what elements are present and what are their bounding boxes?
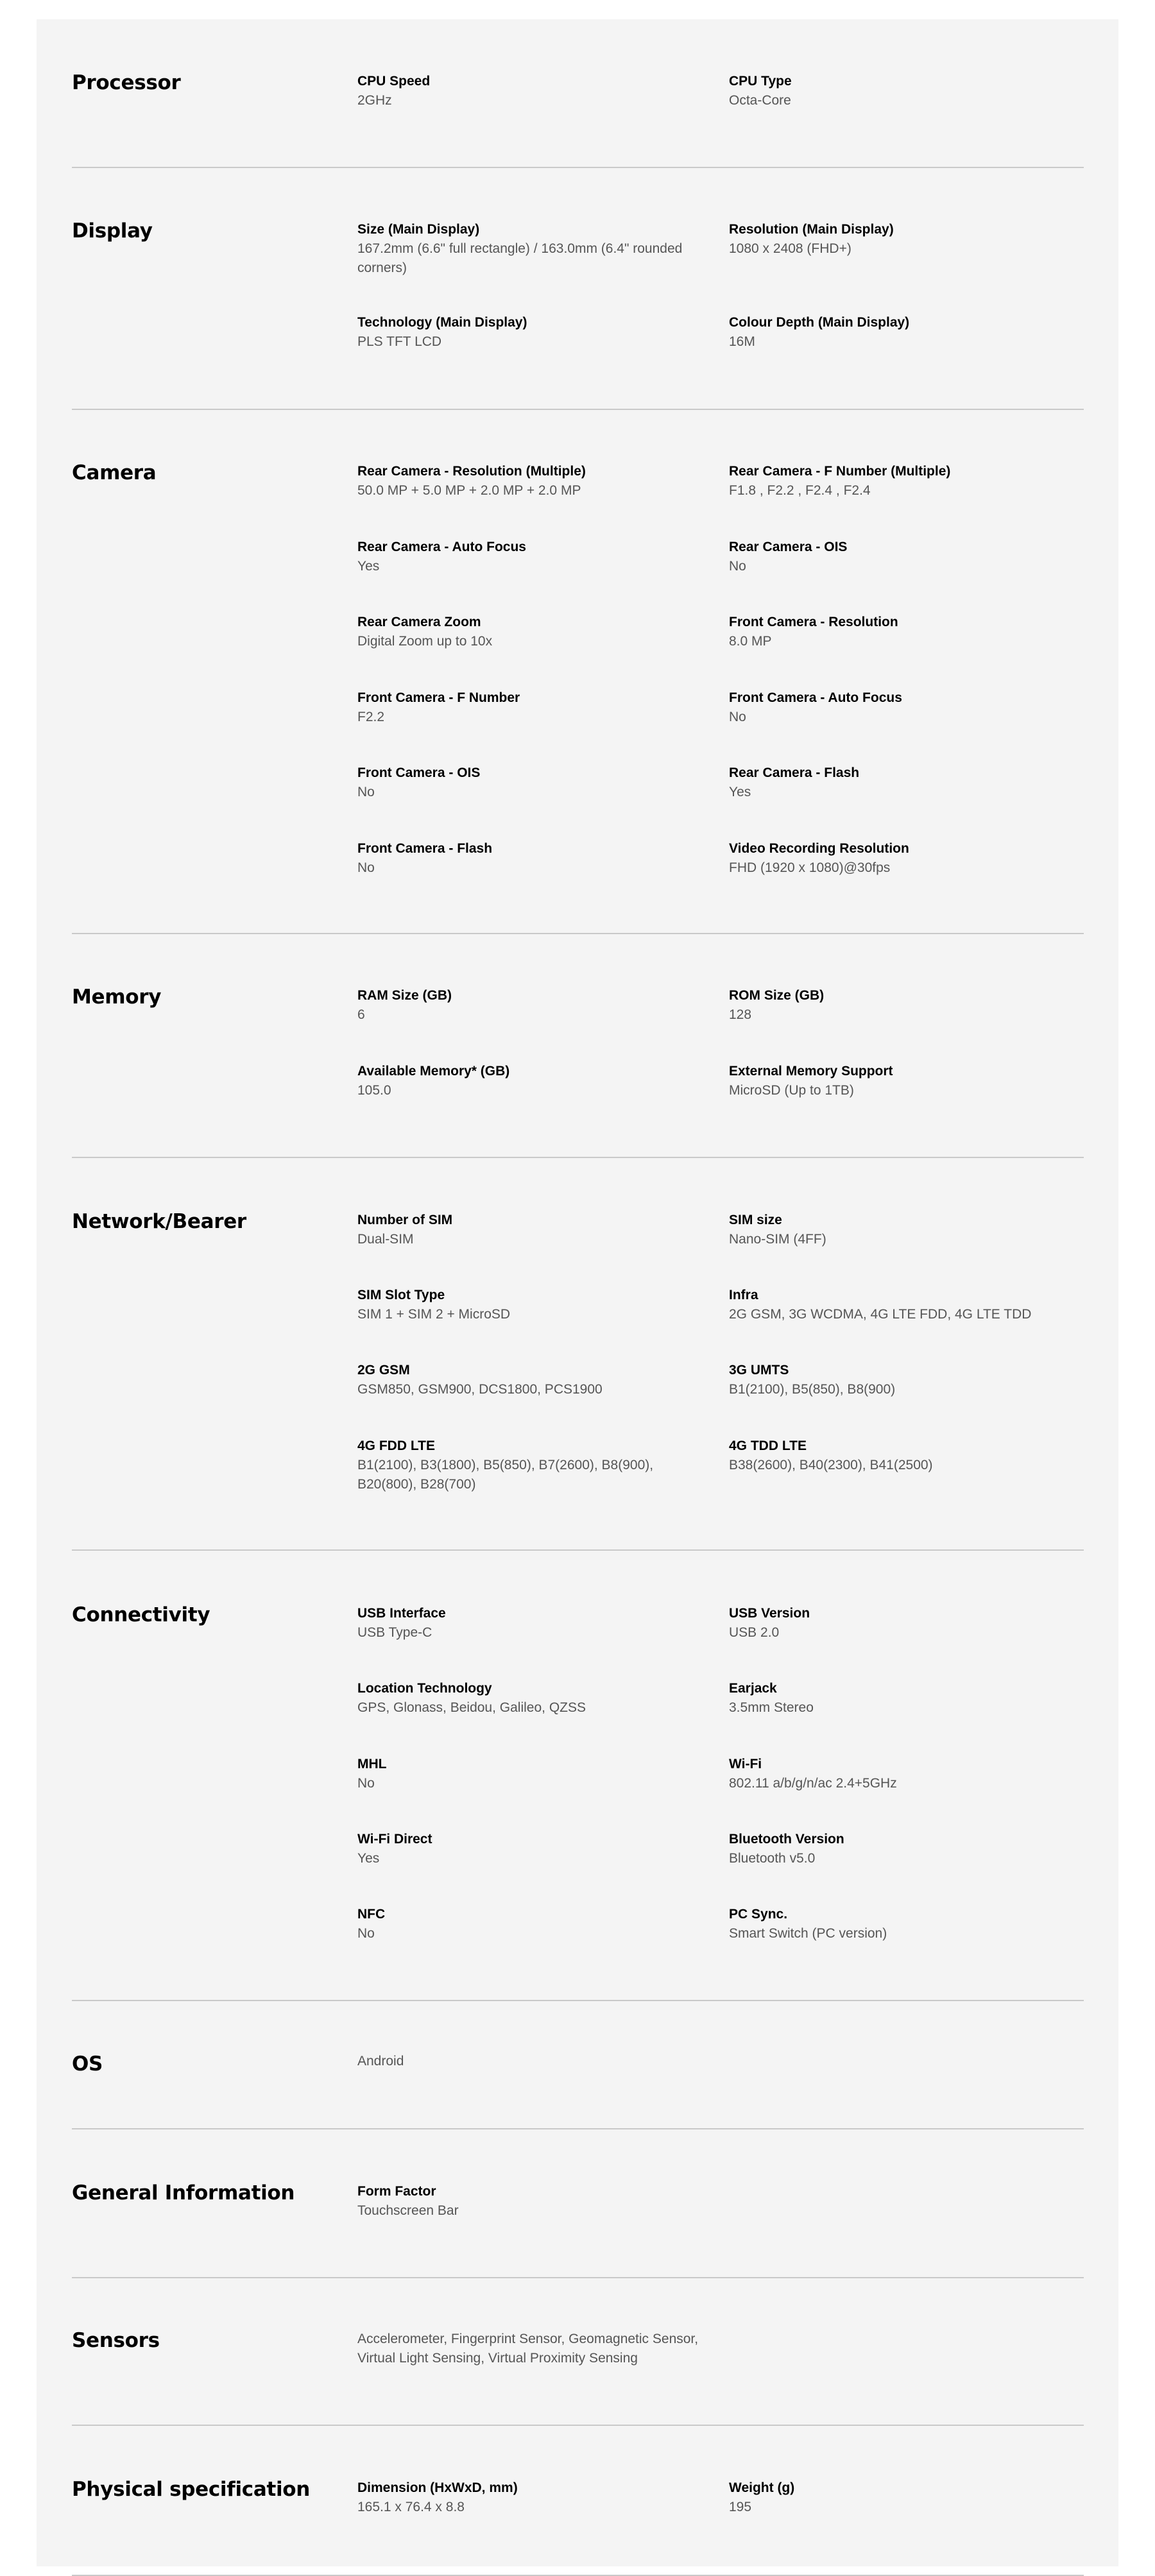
spec-label: NFC <box>357 1907 386 1922</box>
section-network <box>72 1158 1084 1551</box>
section-connectivity <box>72 1551 1084 2001</box>
spec-weight <box>729 2478 1082 2517</box>
spec-value: No <box>357 860 375 875</box>
spec-value: GSM850, GSM900, DCS1800, PCS1900 <box>357 1382 603 1397</box>
spec-earjack <box>729 1679 1082 1718</box>
spec-label: RAM Size (GB) <box>357 988 452 1003</box>
spec-value: Touchscreen Bar <box>357 2203 459 2218</box>
spec-value: No <box>357 1776 375 1791</box>
spec-2g-gsm <box>357 1361 697 1399</box>
spec-value: B1(2100), B3(1800), B5(850), B7(2600), B8(900), B20(800), B28(700) <box>357 1458 654 1492</box>
spec-display-technology <box>357 313 697 352</box>
spec-value: 802.11 a/b/g/n/ac 2.4+5GHz <box>729 1776 897 1791</box>
spec-display-colour-depth <box>729 313 1082 352</box>
spec-sim-slot <box>357 1286 697 1324</box>
spec-value: 195 <box>729 2500 752 2514</box>
spec-value: GPS, Glonass, Beidou, Galileo, QZSS <box>357 1700 586 1715</box>
spec-label: Front Camera - OIS <box>357 765 481 780</box>
section-title: Display <box>72 219 153 243</box>
spec-label: PC Sync. <box>729 1907 788 1922</box>
spec-value: F2.2 <box>357 710 385 724</box>
spec-value: Yes <box>357 559 380 574</box>
spec-value: 2GHz <box>357 93 392 108</box>
spec-value: No <box>357 785 375 799</box>
spec-usb-interface <box>357 1604 697 1642</box>
spec-label: Front Camera - F Number <box>357 690 520 705</box>
spec-label: Rear Camera - Resolution (Multiple) <box>357 464 586 479</box>
spec-value: FHD (1920 x 1080)@30fps <box>729 860 891 875</box>
section-physical-specification <box>72 2426 1084 2576</box>
spec-label: 4G FDD LTE <box>357 1438 435 1453</box>
spec-value: 16M <box>729 334 755 349</box>
spec-wifi-direct <box>357 1830 697 1868</box>
specs-panel <box>37 19 1118 2566</box>
section-title: Connectivity <box>72 1603 210 1626</box>
section-title: Physical specification <box>72 2478 311 2501</box>
spec-value: B1(2100), B5(850), B8(900) <box>729 1382 896 1397</box>
spec-value: Bluetooth v5.0 <box>729 1851 816 1866</box>
spec-display-resolution <box>729 220 1082 259</box>
spec-rear-auto-focus <box>357 538 697 576</box>
spec-label: Front Camera - Auto Focus <box>729 690 902 705</box>
spec-label: CPU Type <box>729 74 792 89</box>
spec-number-of-sim <box>357 1211 697 1249</box>
spec-display-size <box>357 220 697 278</box>
spec-value: Digital Zoom up to 10x <box>357 634 493 649</box>
spec-rear-ois <box>729 538 1082 576</box>
spec-cpu-speed <box>357 72 697 110</box>
spec-label: External Memory Support <box>729 1064 893 1079</box>
spec-label: Weight (g) <box>729 2480 795 2495</box>
spec-value: 3.5mm Stereo <box>729 1700 814 1715</box>
spec-label: Rear Camera - OIS <box>729 540 848 554</box>
spec-front-f-number <box>357 688 697 727</box>
spec-rear-f-number <box>729 462 1082 500</box>
spec-label: 3G UMTS <box>729 1363 789 1378</box>
spec-value: Octa-Core <box>729 93 791 108</box>
spec-value: 6 <box>357 1007 365 1022</box>
spec-label: MHL <box>357 1757 387 1771</box>
spec-label: Number of SIM <box>357 1213 453 1227</box>
spec-label: SIM Slot Type <box>357 1288 445 1302</box>
spec-rom <box>729 986 1082 1025</box>
spec-value: 1080 x 2408 (FHD+) <box>729 241 851 256</box>
section-title: Memory <box>72 985 162 1009</box>
spec-value: MicroSD (Up to 1TB) <box>729 1083 854 1098</box>
spec-cpu-type <box>729 72 1082 110</box>
spec-label: Colour Depth (Main Display) <box>729 315 910 330</box>
spec-value: B38(2600), B40(2300), B41(2500) <box>729 1458 933 1472</box>
spec-value: Dual-SIM <box>357 1232 414 1247</box>
specs-content <box>72 19 1084 2576</box>
section-processor <box>72 19 1084 168</box>
spec-label: Rear Camera Zoom <box>357 615 481 629</box>
spec-value: 2G GSM, 3G WCDMA, 4G LTE FDD, 4G LTE TDD <box>729 1307 1032 1322</box>
spec-label: Rear Camera - F Number (Multiple) <box>729 464 951 479</box>
spec-mhl <box>357 1755 697 1793</box>
spec-value: Android <box>357 2054 404 2068</box>
spec-infra <box>729 1286 1082 1324</box>
spec-label: ROM Size (GB) <box>729 988 825 1003</box>
spec-sim-size <box>729 1211 1082 1249</box>
spec-value: Yes <box>357 1851 380 1866</box>
spec-ram <box>357 986 697 1025</box>
spec-wifi <box>729 1755 1082 1793</box>
spec-front-flash <box>357 839 697 878</box>
spec-external-memory <box>729 1062 1082 1100</box>
spec-label: Front Camera - Resolution <box>729 615 898 629</box>
spec-value: No <box>729 710 746 724</box>
spec-os-value <box>357 2052 697 2071</box>
spec-value: Yes <box>729 785 751 799</box>
spec-value: USB 2.0 <box>729 1625 780 1640</box>
section-title: OS <box>72 2052 103 2076</box>
spec-label: Wi-Fi <box>729 1757 762 1771</box>
section-title: Sensors <box>72 2329 160 2352</box>
spec-label: Size (Main Display) <box>357 222 480 237</box>
spec-label: Resolution (Main Display) <box>729 222 894 237</box>
spec-front-ois <box>357 763 697 802</box>
spec-label: Front Camera - Flash <box>357 841 493 856</box>
spec-value: SIM 1 + SIM 2 + MicroSD <box>357 1307 511 1322</box>
spec-value: Accelerometer, Fingerprint Sensor, Geomagnetic Sensor, Virtual Light Sensing, Virtual Proximity Sensing <box>357 2332 699 2366</box>
section-display <box>72 168 1084 410</box>
spec-label: Bluetooth Version <box>729 1832 844 1847</box>
section-title: Processor <box>72 71 181 94</box>
spec-rear-flash <box>729 763 1082 802</box>
spec-value: F1.8 , F2.2 , F2.4 , F2.4 <box>729 483 871 498</box>
spec-value: PLS TFT LCD <box>357 334 442 349</box>
spec-label: Rear Camera - Flash <box>729 765 860 780</box>
spec-bluetooth-version <box>729 1830 1082 1868</box>
spec-label: Dimension (HxWxD, mm) <box>357 2480 518 2495</box>
spec-sensors-value <box>357 2330 717 2368</box>
spec-value: USB Type-C <box>357 1625 432 1640</box>
spec-label: USB Version <box>729 1606 810 1621</box>
section-general-information <box>72 2129 1084 2278</box>
spec-label: SIM size <box>729 1213 782 1227</box>
spec-available-memory <box>357 1062 697 1100</box>
spec-label: Wi-Fi Direct <box>357 1832 432 1847</box>
spec-label: Infra <box>729 1288 758 1302</box>
section-memory <box>72 934 1084 1158</box>
spec-form-factor <box>357 2182 697 2221</box>
spec-pc-sync <box>729 1905 1082 1943</box>
spec-video-resolution <box>729 839 1082 878</box>
spec-usb-version <box>729 1604 1082 1642</box>
spec-label: Available Memory* (GB) <box>357 1064 510 1079</box>
spec-4g-fdd-lte <box>357 1437 697 1494</box>
section-title: Camera <box>72 461 157 484</box>
spec-value: 8.0 MP <box>729 634 772 649</box>
spec-label: 4G TDD LTE <box>729 1438 807 1453</box>
spec-value: Smart Switch (PC version) <box>729 1926 887 1941</box>
spec-value: 50.0 MP + 5.0 MP + 2.0 MP + 2.0 MP <box>357 483 581 498</box>
spec-value: 128 <box>729 1007 752 1022</box>
spec-value: 167.2mm (6.6" full rectangle) / 163.0mm (6.4" rounded corners) <box>357 241 683 275</box>
spec-value: Nano-SIM (4FF) <box>729 1232 826 1247</box>
section-os <box>72 2001 1084 2129</box>
spec-label: Technology (Main Display) <box>357 315 527 330</box>
section-sensors <box>72 2278 1084 2426</box>
spec-label: CPU Speed <box>357 74 431 89</box>
spec-value: No <box>729 559 746 574</box>
spec-label: Form Factor <box>357 2184 436 2199</box>
spec-label: Earjack <box>729 1681 777 1696</box>
spec-location-technology <box>357 1679 697 1718</box>
spec-4g-tdd-lte <box>729 1437 1082 1475</box>
spec-value: 105.0 <box>357 1083 391 1098</box>
spec-label: USB Interface <box>357 1606 446 1621</box>
section-title: Network/Bearer <box>72 1210 246 1233</box>
spec-rear-resolution <box>357 462 697 500</box>
spec-3g-umts <box>729 1361 1082 1399</box>
spec-label: Video Recording Resolution <box>729 841 909 856</box>
section-camera <box>72 410 1084 934</box>
spec-label: Location Technology <box>357 1681 492 1696</box>
spec-dimension <box>357 2478 697 2517</box>
spec-nfc <box>357 1905 697 1943</box>
spec-front-resolution <box>729 613 1082 651</box>
spec-value: 165.1 x 76.4 x 8.8 <box>357 2500 465 2514</box>
spec-rear-zoom <box>357 613 697 651</box>
section-title: General Information <box>72 2181 295 2205</box>
spec-label: Rear Camera - Auto Focus <box>357 540 526 554</box>
spec-label: 2G GSM <box>357 1363 410 1378</box>
spec-value: No <box>357 1926 375 1941</box>
spec-front-auto-focus <box>729 688 1082 727</box>
